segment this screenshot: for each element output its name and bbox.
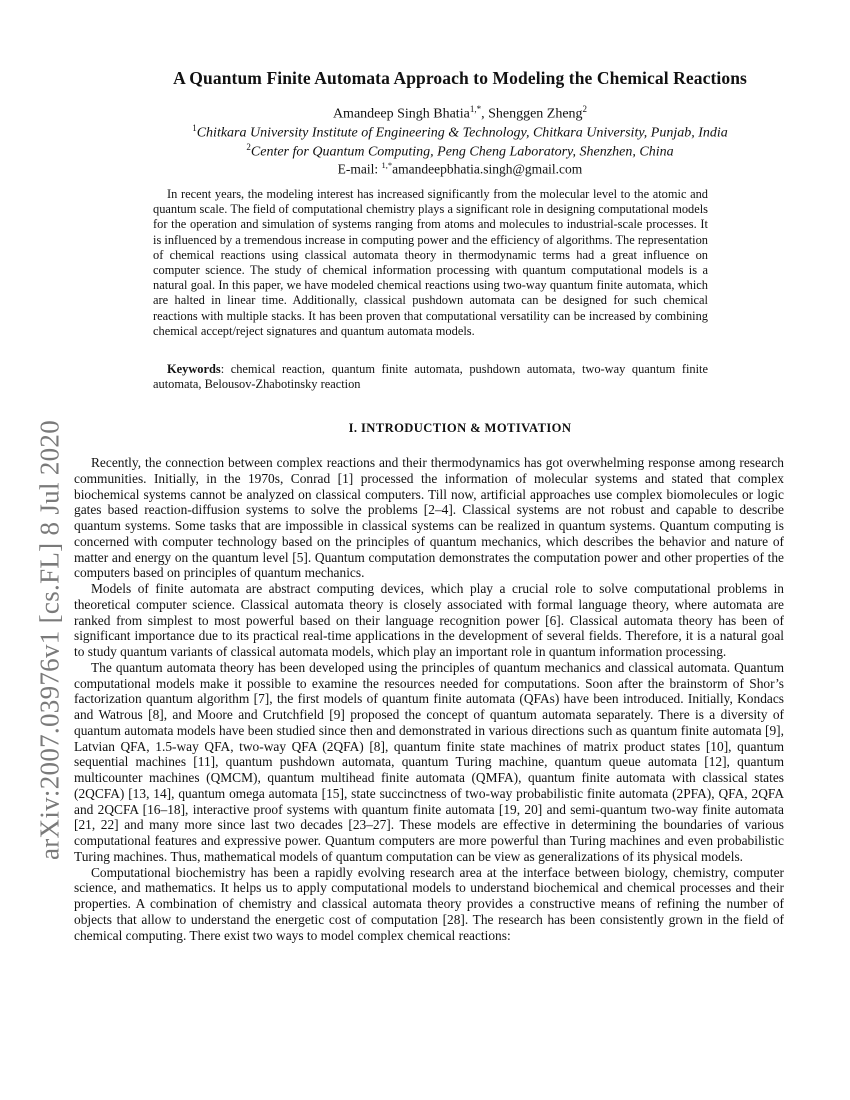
affiliation-1-text: Chitkara University Institute of Engineering & Technology, Chitkara University, Punjab, India	[196, 125, 728, 141]
author-1-superscript: 1,*	[469, 104, 482, 114]
paragraph: Recently, the connection between complex reactions and their thermodynamics has got overwhelming response among research communities. Initially, in the 1970s, Conrad [1] processed the information of molecular systems and stated that complex biochemical systems cannot be analyzed on classical computers. Till now, artificial approaches use complex biomolecules or logic gates based reaction-diffusion systems to solve the problems [2–4]. Classical systems are not robust and capable to describe quantum systems. Some tasks that are impossible in classical systems can be realized in quantum systems. Quantum computing is concerned with computer technology based on the principles of quantum mechanics, which describes the behavior and nature of matter and energy on the quantum level [5]. Quantum computation demonstrates the computation power and other properties of the computers based on principles of quantum mechanics.	[74, 455, 784, 581]
keywords-label: Keywords	[167, 362, 221, 376]
affiliation-1-superscript: 1	[192, 123, 197, 133]
arxiv-identifier-text: arXiv:2007.03976v1 [cs.FL] 8 Jul 2020	[34, 419, 65, 861]
paragraph: The quantum automata theory has been developed using the principles of quantum mechanics and classical automata. Quantum computational models make it possible to examine the resources needed for computations. Soon after the brainstorm of Shor’s factorization quantum algorithm [7], the first models of quantum finite automata (QFAs) have been introduced. Initially, Kondacs and Watrous [8], and Moore and Crutchfield [9] proposed the concept of quantum automata separately. There is a diversity of quantum automata models have been studied since then and demonstrated in various directions such as quantum finite automata [9], Latvian QFA, 1.5-way QFA, two-way QFA (2QFA) [8], quantum finite state machines of matrix product states [10], quantum sequential machines [11], quantum pushdown automata, quantum Turing machine, quantum queue automata [12], quantum multicounter machines (QMCM), quantum multihead finite automata (QMFA), quantum finite automata with classical states (2QCFA) [13, 14], quantum omega automata [15], state succinctness of two-way probabilistic finite automata (2PFA), QFA, 2QFA and 2QCFA [16–18], interactive proof systems with quantum finite automata [19, 20] and semi-quantum two-way finite automata [21, 22] and many more since last two decades [23–27]. These models are effective in determining the boundaries of various computational features and expressive power. Quantum computers are more powerful than Turing machines and even probabilistic Turing machines. Thus, mathematical models of quantum computation can be view as generalizations of its physical models.	[74, 659, 784, 864]
author-line	[70, 104, 850, 123]
body-text	[74, 455, 784, 943]
paragraph: Models of finite automata are abstract computing devices, which play a crucial role to solve computational problems in theoretical computer science. Classical automata theory is closely associated with formal language theory, where automata are ranked from simplest to most powerful based on their language recognition power [6]. Classical automata theory has been of significant importance due to its practical real-time applications in the development of several fields. Therefore, it is a natural goal to study quantum variants of classical automata models, which play an important role in quantum information processing.	[74, 581, 784, 659]
author-2-superscript: 2	[582, 104, 588, 114]
affiliation-1	[70, 123, 850, 142]
affiliation-2-text: Center for Quantum Computing, Peng Cheng Laboratory, Shenzhen, China	[250, 144, 674, 160]
arxiv-identifier-stamp	[30, 290, 70, 990]
paragraph: Computational biochemistry has been a rapidly evolving research area at the interface between biology, chemistry, computer science, and mathematics. It helps us to apply computational models to understand biochemical and chemical processes and their properties. A combination of chemistry and classical automata theory provides a constructive means of refining the number of objects that allow to understand the energetic cost of computation [28]. The research has been consistently grown in the field of chemical computing. There exist two ways to model complex chemical reactions:	[74, 864, 784, 943]
author-2-name: Shenggen Zheng	[488, 106, 583, 122]
keywords	[153, 362, 708, 392]
affiliation-2	[70, 142, 850, 161]
author-separator: ,	[481, 106, 489, 122]
email-label: E-mail:	[337, 161, 382, 177]
paper-title: A Quantum Finite Automata Approach to Modeling the Chemical Reactions	[173, 68, 747, 88]
abstract: In recent years, the modeling interest has increased significantly from the molecular level to the atomic and quantum scale. The field of computational chemistry plays a significant role in designing computational models for the operation and simulation of systems ranging from atoms and molecules to industrial-scale processes. It is influenced by a tremendous increase in computing power and the efficiency of algorithms. The representation of chemical reactions using classical automata theory in thermodynamic terms had a great influence on computer science. The study of chemical information processing with quantum computational models is a natural goal. In this paper, we have modeled chemical reactions using two-way quantum finite automata, which are halted in linear time. Additionally, classical pushdown automata can be designed for such chemical reactions with multiple stacks. It has been proven that computational versatility can be increased by combining chemical accept/reject signatures and quantum automata models.	[153, 187, 708, 338]
email-address: amandeepbhatia.singh@gmail.com	[392, 161, 583, 177]
section-heading: I. INTRODUCTION & MOTIVATION	[348, 421, 572, 435]
affiliation-2-superscript: 2	[246, 142, 251, 152]
author-1-name: Amandeep Singh Bhatia	[332, 106, 470, 122]
email-line	[70, 160, 850, 178]
keywords-text: : chemical reaction, quantum finite automata, pushdown automata, two-way quantum finite automata, Belousov-Zhabotinsky reaction	[153, 362, 708, 392]
email-superscript: 1,*	[381, 160, 393, 170]
